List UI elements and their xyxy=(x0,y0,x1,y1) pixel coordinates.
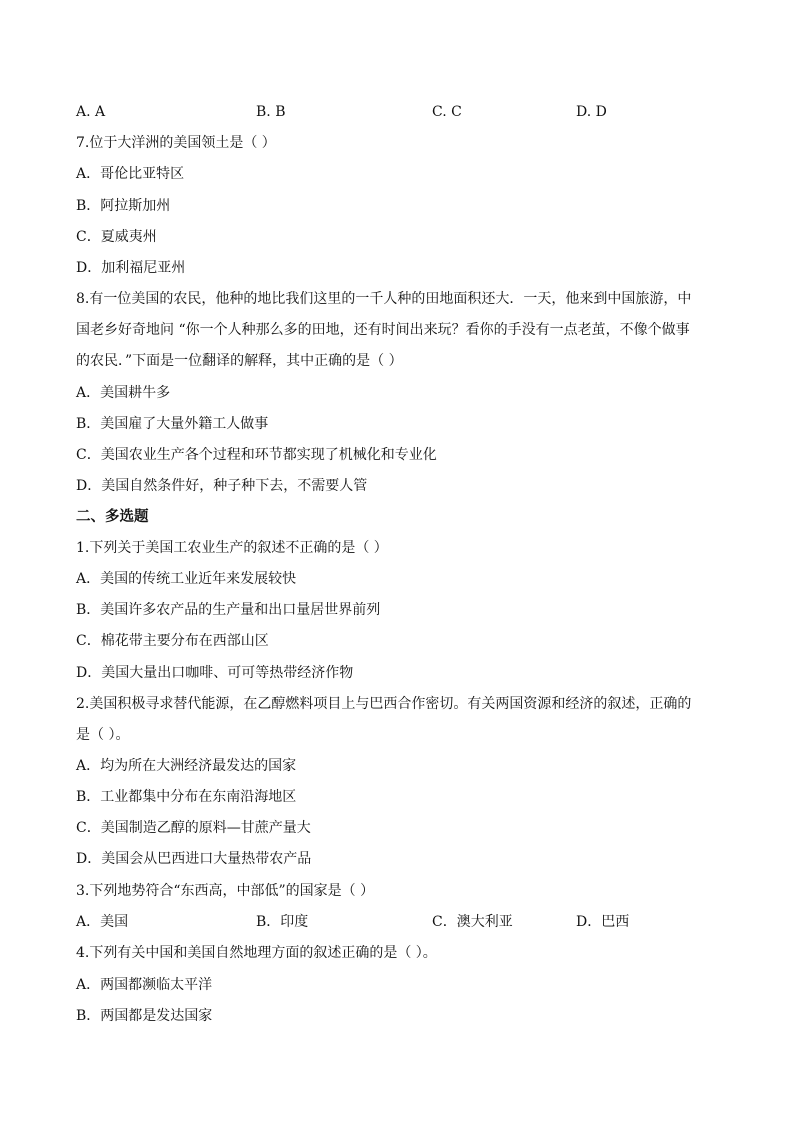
q7-stem: 7.位于大洋洲的美国领土是（ ） xyxy=(76,135,276,151)
m1-option-a: A．美国的传统工业近年来发展较快 xyxy=(76,571,297,587)
m2-stem-line-1: 2.美国积极寻求替代能源，在乙醇燃料项目上与巴西合作密切。有关两国资源和经济的叙述，正确的 xyxy=(76,696,692,712)
m1-option-d: D．美国大量出口咖啡、可可等热带经济作物 xyxy=(76,665,354,681)
q8-option-b: B．美国雇了大量外籍工人做事 xyxy=(76,416,269,432)
q8-option-c: C．美国农业生产各个过程和环节都实现了机械化和专业化 xyxy=(76,447,437,463)
m2-stem-line-2: 是（ ）。 xyxy=(76,727,130,743)
m2-option-c: C．美国制造乙醇的原料—甘蔗产量大 xyxy=(76,820,311,836)
m3-option-a: A．美国 xyxy=(76,914,129,930)
section-heading-multiple-choice: 二、多选题 xyxy=(76,509,149,525)
q7-option-b: B．阿拉斯加州 xyxy=(76,198,171,214)
q6-option-b: B. B xyxy=(256,104,286,120)
q7-option-c: C．夏威夷州 xyxy=(76,229,157,245)
m1-stem: 1.下列关于美国工农业生产的叙述不正确的是（ ） xyxy=(76,540,388,556)
m2-option-d: D．美国会从巴西进口大量热带农产品 xyxy=(76,851,312,867)
q7-option-a: A．哥伦比亚特区 xyxy=(76,166,185,182)
q6-option-d: D. D xyxy=(576,104,607,120)
m2-option-b: B．工业都集中分布在东南沿海地区 xyxy=(76,789,297,805)
m3-option-d: D．巴西 xyxy=(576,914,630,930)
q7-option-d: D．加利福尼亚州 xyxy=(76,260,186,276)
m4-option-b: B．两国都是发达国家 xyxy=(76,1008,213,1024)
m1-option-b: B．美国许多农产品的生产量和出口量居世界前列 xyxy=(76,602,381,618)
q8-option-d: D．美国自然条件好，种子种下去，不需要人管 xyxy=(76,478,368,494)
q8-option-a: A．美国耕牛多 xyxy=(76,385,171,401)
m4-stem: 4.下列有关中国和美国自然地理方面的叙述正确的是（ ）。 xyxy=(76,945,437,961)
q8-stem-line-3: 的农民．”下面是一位翻译的解释，其中正确的是（ ） xyxy=(76,353,403,369)
m1-option-c: C．棉花带主要分布在西部山区 xyxy=(76,633,269,649)
q8-stem-line-1: 8.有一位美国的农民，他种的地比我们这里的一千人种的田地面积还大．一天，他来到中国旅游，中 xyxy=(76,291,692,307)
m4-option-a: A．两国都濒临太平洋 xyxy=(76,977,213,993)
q8-stem-line-2: 国老乡好奇地问 “你一个人种那么多的田地，还有时间出来玩？看你的手没有一点老茧，不像个做事 xyxy=(76,322,690,338)
m3-option-b: B．印度 xyxy=(256,914,309,930)
q6-option-a: A. A xyxy=(76,104,106,120)
m2-option-a: A．均为所在大洲经济最发达的国家 xyxy=(76,758,297,774)
q6-option-c: C. C xyxy=(432,104,462,120)
m3-stem: 3.下列地势符合“东西高，中部低”的国家是（ ） xyxy=(76,883,375,899)
m3-option-c: C．澳大利亚 xyxy=(432,914,513,930)
